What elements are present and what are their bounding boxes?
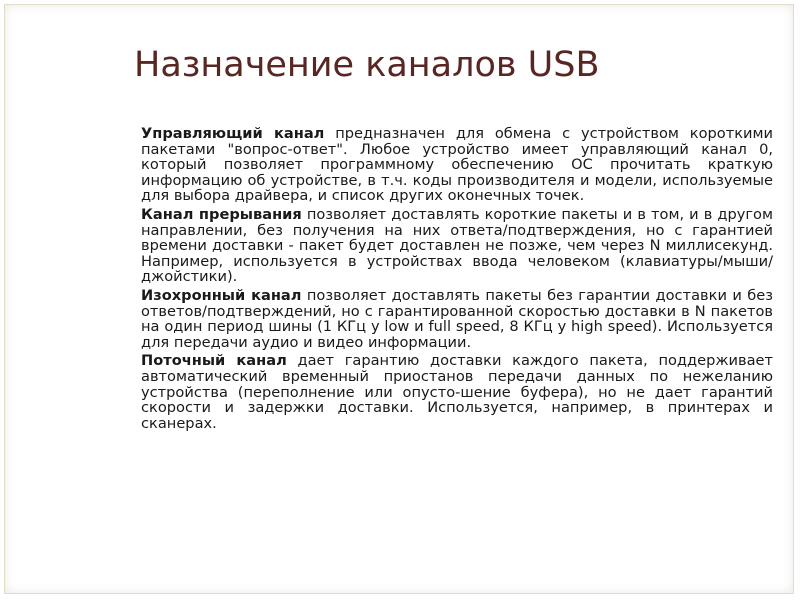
term-interrupt-channel: Канал прерывания [141,205,302,223]
term-isochronous-channel: Изохронный канал [141,286,302,304]
text-interrupt-channel: позволяет доставлять короткие пакеты и в том, и в другом направлении, без получения на них ответа/подтверждения, но с гарантией времени доставки - пакет будет доставлен не позже, чем через N миллисекунд. Например, используется в устройствах ввода человеком (клавиатуры/мыши/джойстики). [141,205,773,286]
term-bulk-channel: Поточный канал [141,352,287,370]
text-isochronous-channel: позволяет доставлять пакеты без гарантии доставки и без ответов/подтверждений, но с гарантированной скоростью доставки в N пакетов на один период шины (1 КГц у low и full speed, 8 КГц у high speed). Используется для передачи аудио и видео информации. [141,286,774,351]
paragraph-control-channel [141,126,773,204]
text-bulk-channel: дает гарантию доставки каждого пакета, поддерживает автоматический временный приостанов передачи данных по нежеланию устройства (переполнение или опусто-шение буфера), но не дает гарантий скорости и задержки доставки. Используется, например, в принтерах и сканерах. [141,352,774,432]
paragraph-interrupt-channel [141,207,773,285]
term-control-channel: Управляющий канал [141,125,325,142]
text-control-channel: предназначен для обмена с устройством короткими пакетами "вопрос-ответ". Любое устройство имеет управляющий канал 0, который позволяет программному обеспечению ОС прочитать краткую информацию об устройстве, в т.ч. коды производителя и модели, используемые для выбора драйвера, и список других оконечных точек. [141,125,773,205]
paragraph-isochronous-channel [141,288,773,350]
slide-title: Назначение каналов USB [134,45,600,85]
paragraph-bulk-channel [141,353,773,431]
slide-body [141,126,773,434]
